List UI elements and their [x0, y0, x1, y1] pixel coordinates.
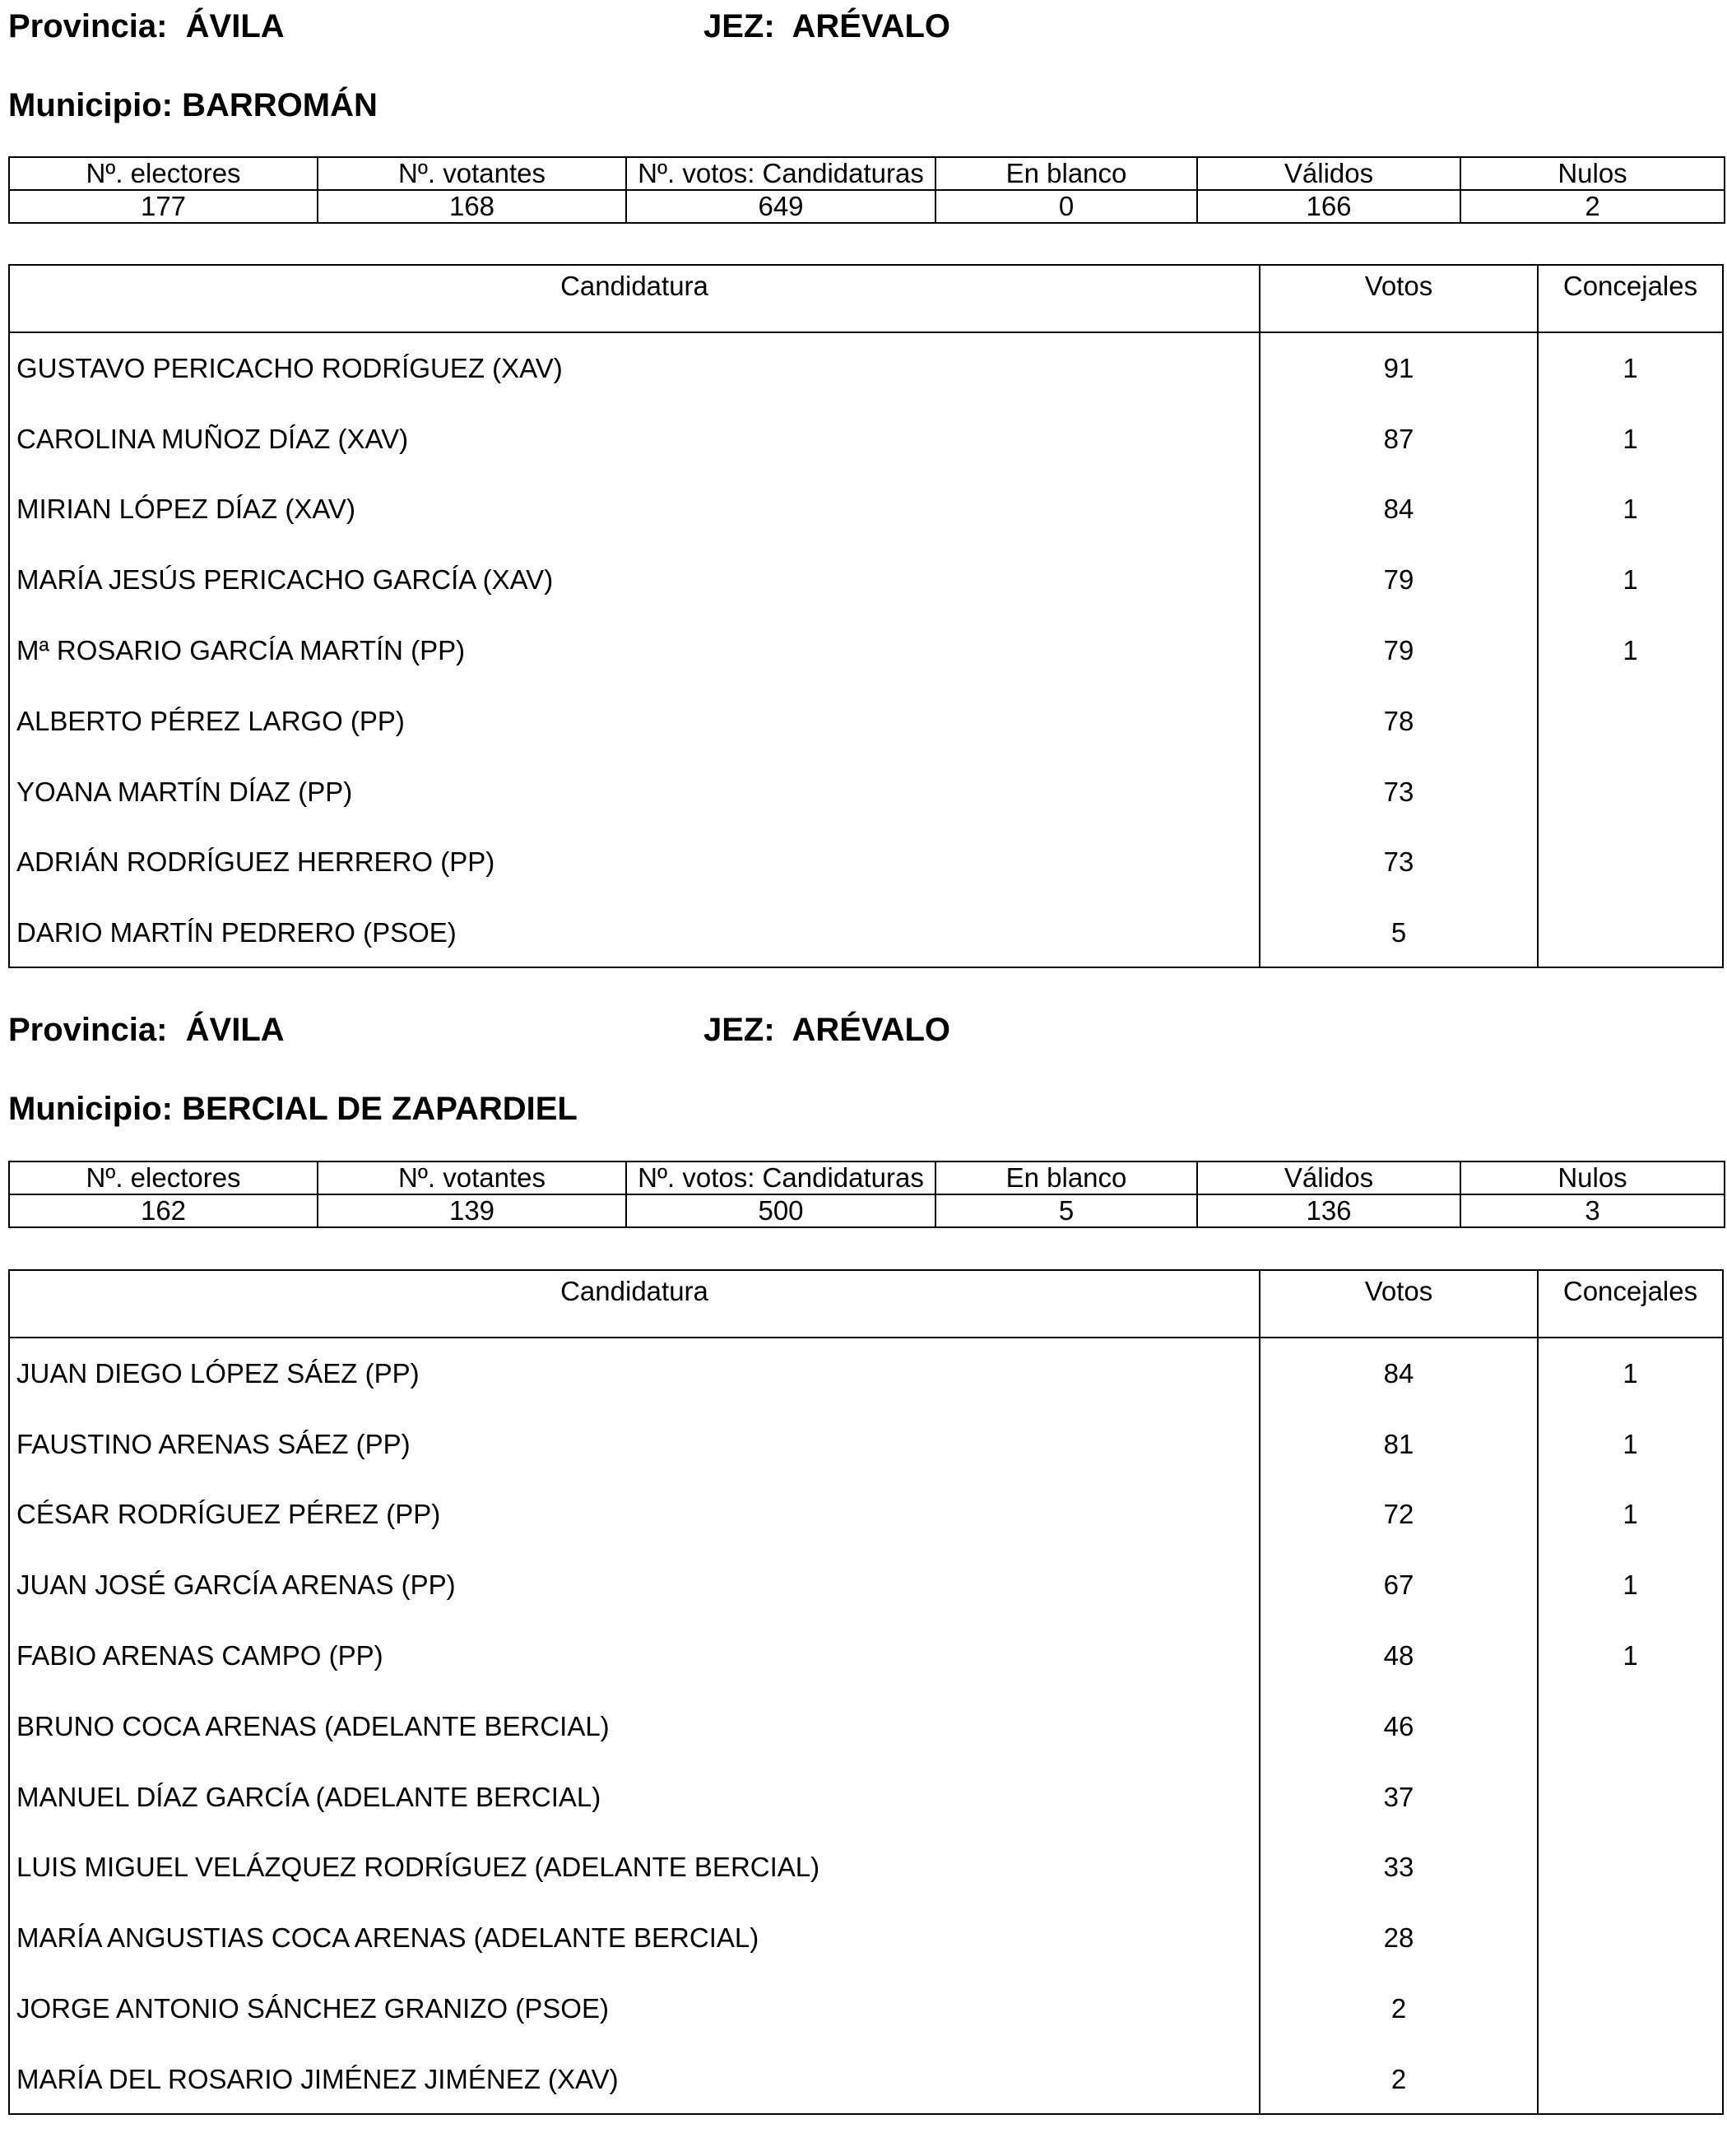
candidate-votos: 79	[1260, 615, 1539, 686]
candidate-votos: 78	[1260, 686, 1539, 757]
candidate-votos: 72	[1260, 1480, 1539, 1551]
summary-header-cell: Válidos	[1197, 1161, 1460, 1194]
summary-value-cell: 3	[1460, 1194, 1725, 1227]
candidate-name: ALBERTO PÉREZ LARGO (PP)	[10, 686, 1260, 757]
candidates-header-row	[10, 1271, 1722, 1338]
table-row	[10, 333, 1722, 404]
table-row	[10, 1691, 1722, 1762]
candidate-concejales	[1539, 2044, 1722, 2115]
municipio-line	[8, 89, 378, 122]
candidate-votos: 91	[1260, 333, 1539, 404]
summary-table	[8, 156, 1725, 224]
summary-header-cell: Nº. electores	[9, 1161, 318, 1194]
table-row	[10, 1973, 1722, 2044]
candidate-name: LUIS MIGUEL VELÁZQUEZ RODRÍGUEZ (ADELANTE BERCIAL)	[10, 1833, 1260, 1903]
header-concejales: Concejales	[1562, 1276, 1698, 1306]
candidate-concejales: 1	[1623, 635, 1638, 666]
summary-header-cell: En blanco	[935, 157, 1197, 190]
provincia-value: ÁVILA	[185, 8, 285, 44]
candidate-name: CÉSAR RODRÍGUEZ PÉREZ (PP)	[10, 1480, 1260, 1551]
provincia-label: Provincia:	[8, 8, 168, 44]
candidate-concejales	[1539, 1762, 1722, 1833]
jez-value: ARÉVALO	[792, 8, 951, 44]
candidates-table	[8, 264, 1724, 968]
candidate-name: GUSTAVO PERICACHO RODRÍGUEZ (XAV)	[10, 333, 1260, 404]
summary-value-cell: 177	[9, 190, 318, 223]
candidate-name: BRUNO COCA ARENAS (ADELANTE BERCIAL)	[10, 1691, 1260, 1762]
candidate-votos: 28	[1260, 1903, 1539, 1973]
table-row	[10, 1480, 1722, 1551]
summary-table	[8, 1161, 1725, 1228]
candidate-name: MARÍA JESÚS PERICACHO GARCÍA (XAV)	[10, 545, 1260, 615]
municipio-line	[8, 1092, 578, 1125]
candidate-concejales: 1	[1623, 1357, 1638, 1389]
header-votos: Votos	[1260, 266, 1539, 332]
candidate-votos: 2	[1260, 2044, 1539, 2115]
summary-header-cell: En blanco	[935, 1161, 1197, 1194]
candidate-name: MANUEL DÍAZ GARCÍA (ADELANTE BERCIAL)	[10, 1762, 1260, 1833]
candidate-concejales: 1	[1623, 423, 1638, 454]
summary-header-cell: Nulos	[1460, 157, 1725, 190]
summary-value-cell: 168	[318, 190, 626, 223]
table-row	[10, 1409, 1722, 1480]
table-row	[10, 1762, 1722, 1833]
header-concejales: Concejales	[1562, 271, 1698, 301]
header-candidatura: Candidatura	[10, 1271, 1260, 1337]
candidate-concejales	[1539, 1691, 1722, 1762]
summary-value-row	[9, 190, 1725, 223]
candidate-votos: 67	[1260, 1550, 1539, 1620]
jez-value: ARÉVALO	[792, 1012, 951, 1048]
candidate-name: YOANA MARTÍN DÍAZ (PP)	[10, 757, 1260, 828]
summary-header-cell: Nº. votantes	[318, 1161, 626, 1194]
candidates-rows	[10, 1338, 1722, 2115]
candidate-name: DARIO MARTÍN PEDRERO (PSOE)	[10, 897, 1260, 968]
header-candidatura: Candidatura	[10, 266, 1260, 332]
candidate-name: MARÍA ANGUSTIAS COCA ARENAS (ADELANTE BERCIAL)	[10, 1903, 1260, 1973]
summary-header-row	[9, 157, 1725, 190]
candidate-concejales: 1	[1623, 1499, 1638, 1530]
table-row	[10, 475, 1722, 545]
summary-header-cell: Nº. electores	[9, 157, 318, 190]
candidate-concejales	[1539, 1973, 1722, 2044]
candidate-concejales: 1	[1623, 1640, 1638, 1671]
candidate-name: Mª ROSARIO GARCÍA MARTÍN (PP)	[10, 615, 1260, 686]
candidate-votos: 33	[1260, 1833, 1539, 1903]
candidate-votos: 73	[1260, 757, 1539, 828]
table-row	[10, 1833, 1722, 1903]
candidate-concejales	[1539, 1833, 1722, 1903]
summary-value-cell: 139	[318, 1194, 626, 1227]
summary-header-cell: Válidos	[1197, 157, 1460, 190]
summary-value-cell: 500	[626, 1194, 935, 1227]
candidate-concejales: 1	[1623, 494, 1638, 525]
candidate-concejales: 1	[1623, 1428, 1638, 1459]
candidate-concejales: 1	[1623, 1569, 1638, 1601]
candidate-name: FABIO ARENAS CAMPO (PP)	[10, 1620, 1260, 1691]
candidate-votos: 46	[1260, 1691, 1539, 1762]
table-row	[10, 686, 1722, 757]
candidate-votos: 87	[1260, 404, 1539, 475]
candidate-name: ADRIÁN RODRÍGUEZ HERRERO (PP)	[10, 828, 1260, 898]
table-row	[10, 828, 1722, 898]
candidate-concejales: 1	[1623, 352, 1638, 383]
jez-line	[703, 1013, 950, 1046]
candidate-concejales	[1539, 1903, 1722, 1973]
summary-value-cell: 162	[9, 1194, 318, 1227]
summary-header-cell: Nº. votos: Candidaturas	[626, 1161, 935, 1194]
candidate-votos: 2	[1260, 1973, 1539, 2044]
provincia-value: ÁVILA	[185, 1012, 285, 1048]
municipio-value: BARROMÁN	[182, 87, 378, 123]
summary-value-cell: 649	[626, 190, 935, 223]
summary-value-row	[9, 1194, 1725, 1227]
summary-value-cell: 0	[935, 190, 1197, 223]
candidates-header-row	[10, 266, 1722, 333]
candidate-concejales	[1539, 828, 1722, 898]
table-row	[10, 545, 1722, 615]
summary-value-cell: 166	[1197, 190, 1460, 223]
table-row	[10, 2044, 1722, 2115]
table-row	[10, 1903, 1722, 1973]
municipio-label: Municipio:	[8, 87, 173, 123]
provincia-label: Provincia:	[8, 1012, 168, 1048]
summary-value-cell: 2	[1460, 190, 1725, 223]
candidate-votos: 48	[1260, 1620, 1539, 1691]
table-row	[10, 1338, 1722, 1409]
jez-line	[703, 10, 950, 43]
candidate-concejales	[1539, 757, 1722, 828]
header-votos: Votos	[1260, 1271, 1539, 1337]
summary-header-cell: Nº. votantes	[318, 157, 626, 190]
candidates-table	[8, 1269, 1724, 2115]
table-row	[10, 1620, 1722, 1691]
candidate-name: MARÍA DEL ROSARIO JIMÉNEZ JIMÉNEZ (XAV)	[10, 2044, 1260, 2115]
candidate-votos: 79	[1260, 545, 1539, 615]
table-row	[10, 897, 1722, 968]
table-row	[10, 757, 1722, 828]
table-row	[10, 404, 1722, 475]
summary-header-row	[9, 1161, 1725, 1194]
municipio-value: BERCIAL DE ZAPARDIEL	[182, 1091, 578, 1127]
candidates-rows	[10, 333, 1722, 968]
municipio-label: Municipio:	[8, 1091, 173, 1127]
candidate-name: MIRIAN LÓPEZ DÍAZ (XAV)	[10, 475, 1260, 545]
candidate-votos: 81	[1260, 1409, 1539, 1480]
candidate-name: FAUSTINO ARENAS SÁEZ (PP)	[10, 1409, 1260, 1480]
candidate-name: JUAN DIEGO LÓPEZ SÁEZ (PP)	[10, 1338, 1260, 1409]
provincia-line	[8, 1013, 285, 1046]
candidate-name: JORGE ANTONIO SÁNCHEZ GRANIZO (PSOE)	[10, 1973, 1260, 2044]
summary-value-cell: 136	[1197, 1194, 1460, 1227]
candidate-votos: 37	[1260, 1762, 1539, 1833]
candidate-votos: 5	[1260, 897, 1539, 968]
table-row	[10, 615, 1722, 686]
summary-header-cell: Nº. votos: Candidaturas	[626, 157, 935, 190]
candidate-name: JUAN JOSÉ GARCÍA ARENAS (PP)	[10, 1550, 1260, 1620]
candidate-concejales	[1539, 686, 1722, 757]
provincia-line	[8, 10, 285, 43]
candidate-votos: 84	[1260, 1338, 1539, 1409]
candidate-votos: 73	[1260, 828, 1539, 898]
summary-value-cell: 5	[935, 1194, 1197, 1227]
candidate-concejales: 1	[1623, 564, 1638, 596]
candidate-votos: 84	[1260, 475, 1539, 545]
summary-header-cell: Nulos	[1460, 1161, 1725, 1194]
candidate-concejales	[1539, 897, 1722, 968]
table-row	[10, 1550, 1722, 1620]
jez-label: JEZ:	[703, 8, 775, 44]
candidate-name: CAROLINA MUÑOZ DÍAZ (XAV)	[10, 404, 1260, 475]
jez-label: JEZ:	[703, 1012, 775, 1048]
